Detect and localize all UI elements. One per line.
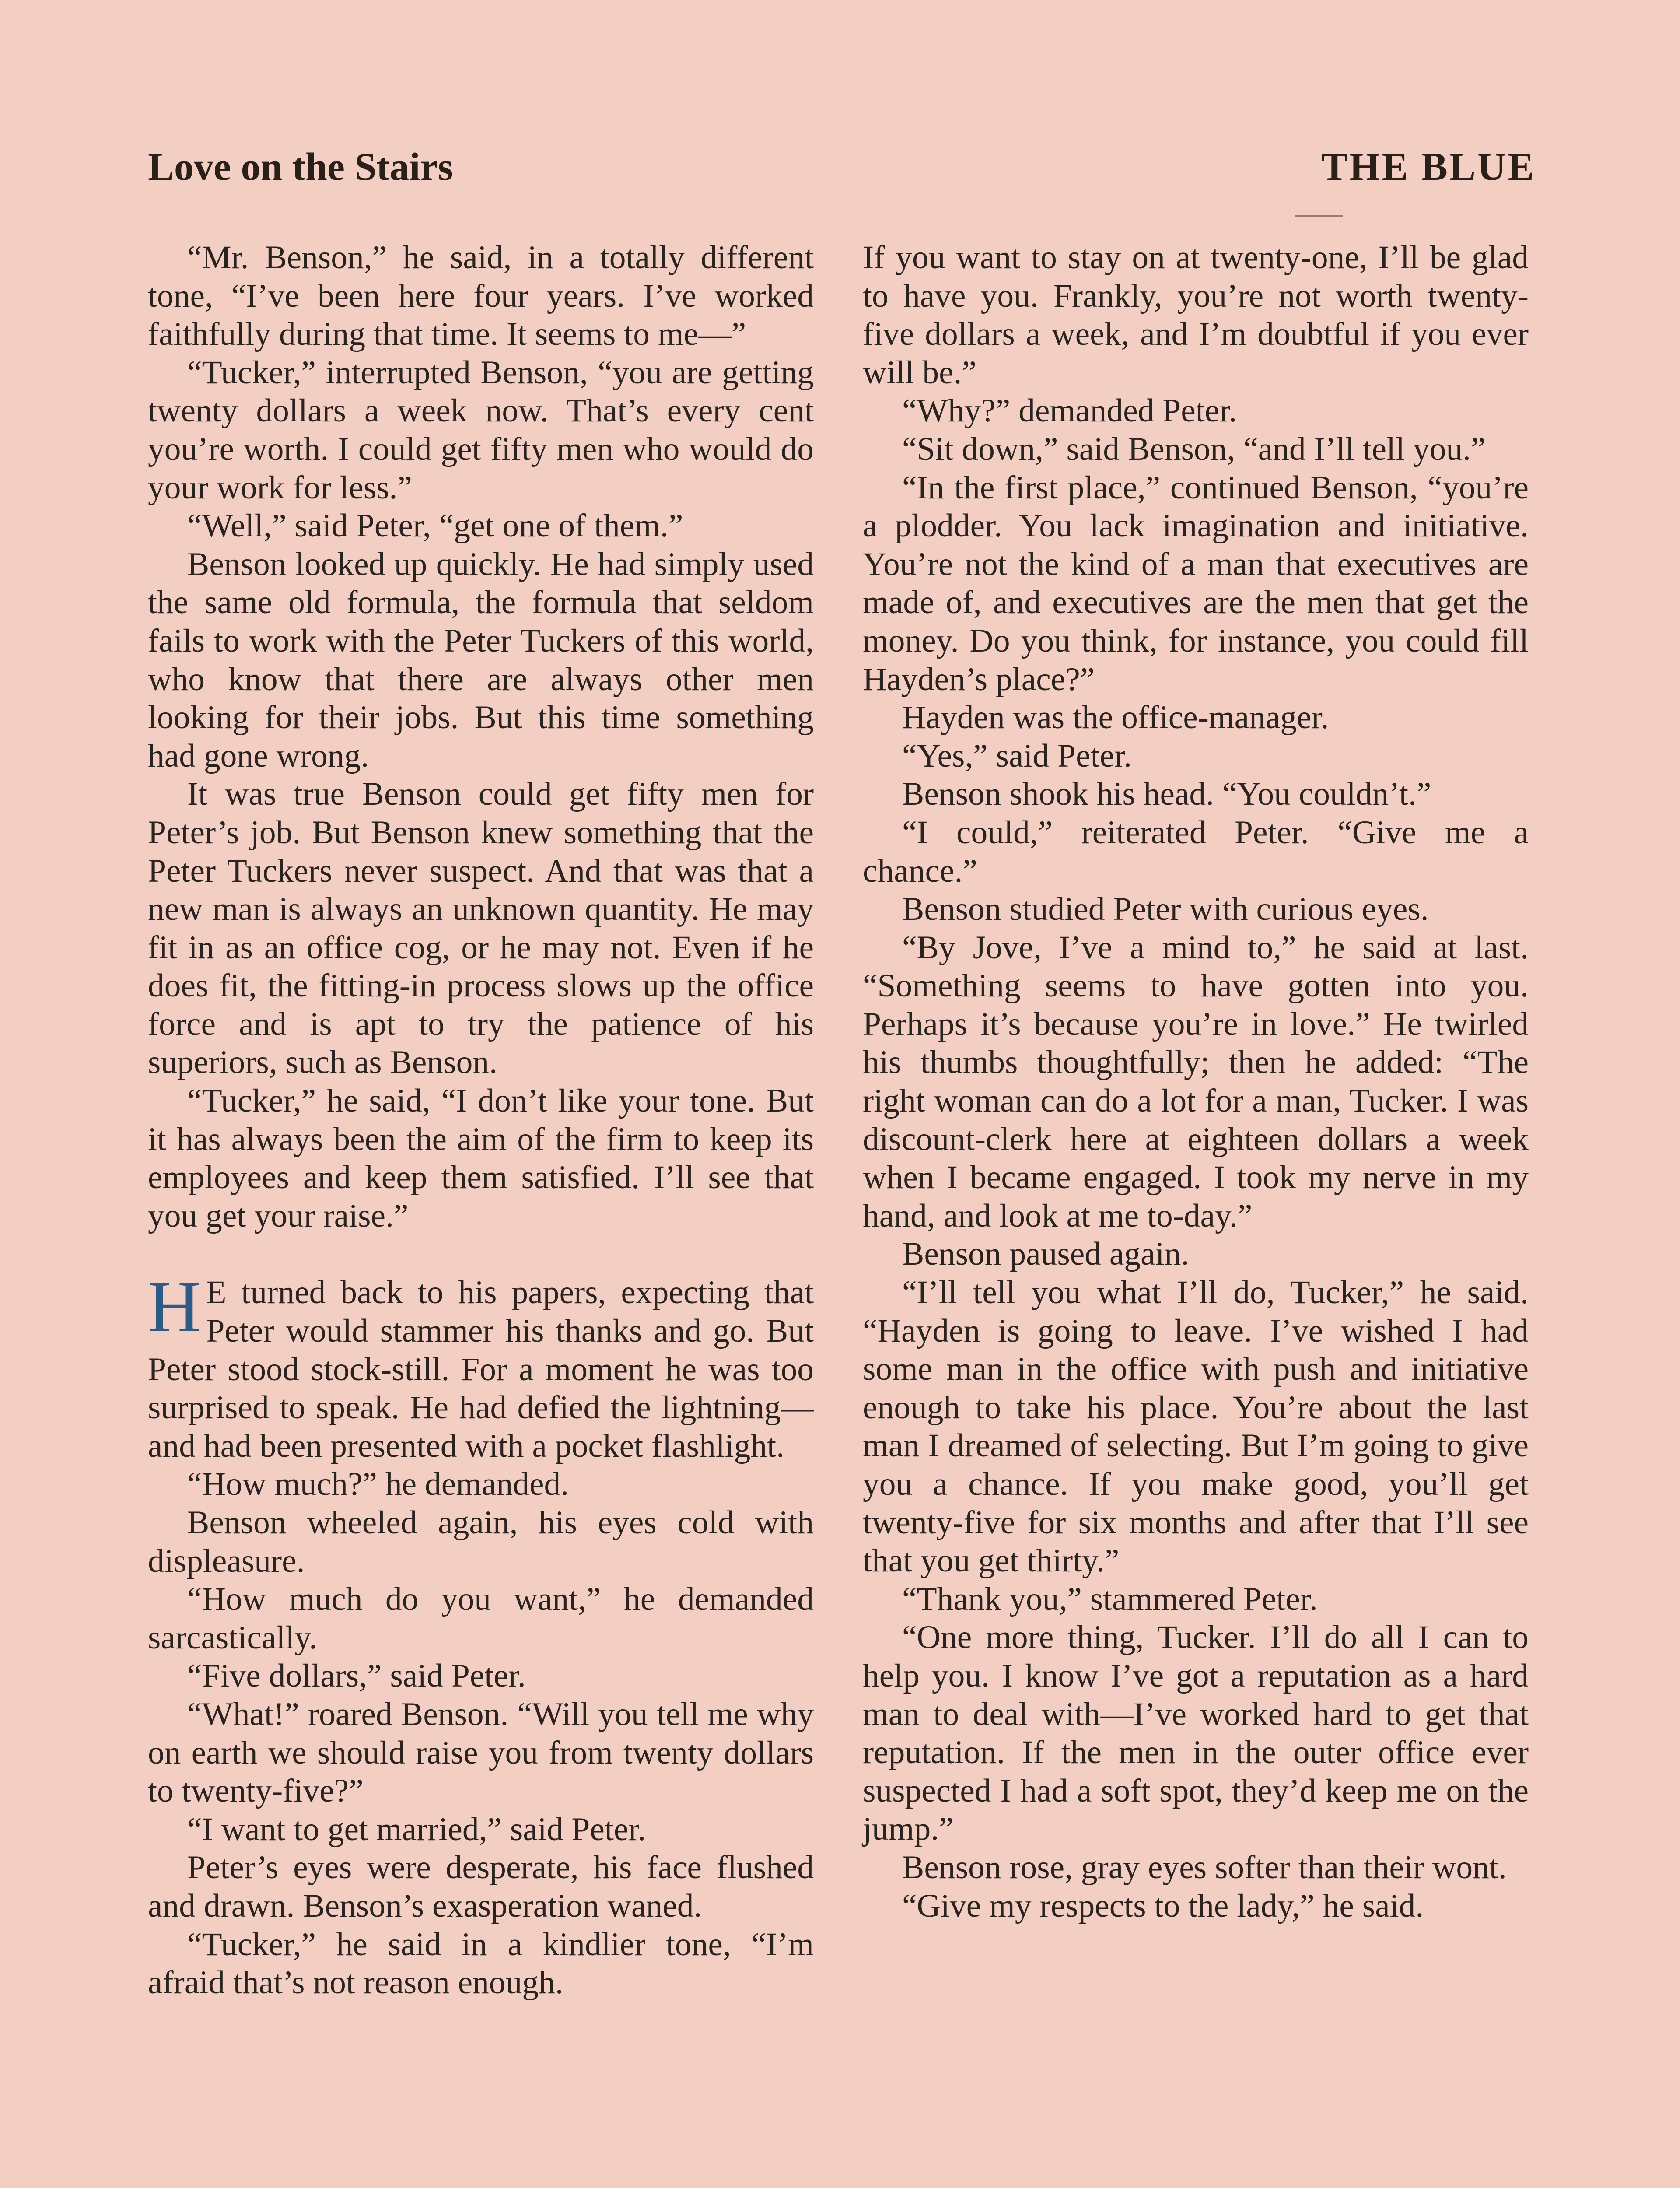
header-rule	[1295, 215, 1343, 217]
paragraph: “Five dollars,” said Peter.	[187, 1658, 526, 1694]
paragraph: “I’ll tell you what I’ll do, Tucker,” he said. “Hayden is going to leave. I’ve wished I had some man in the office with push and initiative enough to take his place. You’re about the last man I dreamed of selecting. But I’m going to give you a chance. If you make good, you’ll get twenty-five for six months and after that I’ll see that you get thirty.”	[863, 1274, 1529, 1579]
dropcap-paragraph	[148, 1266, 814, 1465]
running-title-right: THE BLUE	[1321, 145, 1536, 189]
dropcap-letter: H	[148, 1266, 201, 1348]
paragraph: Benson studied Peter with curious eyes.	[902, 891, 1429, 928]
paragraph: “How much do you want,” he demanded sarcastically.	[148, 1581, 814, 1656]
paragraph: “Tucker,” interrupted Benson, “you are getting twenty dollars a week now. That’s every cent you’re worth. I could get fifty men who would do your work for less.”	[148, 354, 814, 506]
paragraph: Benson looked up quickly. He had simply used the same old formula, the formula that seldom fails to work with the Peter Tuckers of this world, who know that there are always other men looking for their jobs. But this time something had gone wrong.	[148, 546, 814, 774]
paragraph: “I could,” reiterated Peter. “Give me a chance.”	[863, 814, 1529, 889]
paragraph: “I want to get married,” said Peter.	[187, 1811, 646, 1848]
paragraph: Hayden was the office-manager.	[902, 699, 1329, 736]
running-title-left: Love on the Stairs	[148, 145, 453, 189]
paragraph: Peter’s eyes were desperate, his face flushed and drawn. Benson’s exasperation waned.	[148, 1849, 814, 1924]
paragraph: Benson paused again.	[902, 1236, 1190, 1273]
paragraph: “Well,” said Peter, “get one of them.”	[187, 508, 683, 544]
continued-paragraph: If you want to stay on at twenty-one, I’ll be glad to have you. Frankly, you’re not worth twenty-five dollars a week, and I’m doubtful if you ever will be.”	[863, 239, 1529, 391]
paragraph: “What!” roared Benson. “Will you tell me why on earth we should raise you from twenty dollars to twenty-five?”	[148, 1696, 814, 1809]
paragraph: “Tucker,” he said in a kindlier tone, “I’m afraid that’s not reason enough.	[148, 1926, 814, 2001]
paragraph: “How much?” he demanded.	[187, 1466, 569, 1503]
paragraph: “Mr. Benson,” he said, in a totally different tone, “I’ve been here four years. I’ve worked faithfully during that time. It seems to me—”	[148, 239, 814, 353]
paragraph: Benson rose, gray eyes softer than their wont.	[902, 1849, 1507, 1886]
paragraph: “One more thing, Tucker. I’ll do all I can to help you. I know I’ve got a reputation as a hard man to deal with—I’ve worked hard to get that reputation. If the men in the outer office ever suspected I had a soft spot, they’d keep me on the jump.”	[863, 1619, 1529, 1848]
paragraph: It was true Benson could get fifty men for Peter’s job. But Benson knew something that the Peter Tuckers never suspect. And that was that a new man is always an unknown quantity. He may fit in as an office cog, or he may not. Even if he does fit, the fitting-in process slows up the office force and is apt to try the patience of his superiors, such as Benson.	[148, 776, 814, 1081]
paragraph: “In the first place,” continued Benson, “you’re a plodder. You lack imagination and initiative. You’re not the kind of a man that executives are made of, and executives are the men that get the money. Do you think, for instance, you could fill Hayden’s place?”	[863, 469, 1529, 698]
paragraph: “Give my respects to the lady,” he said.	[902, 1887, 1424, 1924]
paragraph: “Why?” demanded Peter.	[902, 393, 1237, 429]
right-text-column	[863, 238, 1529, 1925]
left-text-column	[148, 238, 814, 2002]
paragraph: Benson wheeled again, his eyes cold with displeasure.	[148, 1504, 814, 1579]
paragraph: “Thank you,” stammered Peter.	[902, 1581, 1318, 1617]
paragraph: Benson shook his head. “You couldn’t.”	[902, 776, 1432, 813]
paragraph: “Yes,” said Peter.	[902, 737, 1132, 774]
paragraph: “Sit down,” said Benson, “and I’ll tell you.”	[902, 431, 1486, 467]
dropcap-paragraph-text: E turned back to his papers, expecting that Peter would stammer his thanks and go. But Peter stood stock-still. For a moment he was too surprised to speak. He had defied the lightning—and had been presented with a pocket flashlight.	[148, 1274, 814, 1464]
paragraph: “Tucker,” he said, “I don’t like your tone. But it has always been the aim of the firm to keep its employees and keep them satisfied. I’ll see that you get your raise.”	[148, 1083, 814, 1234]
paragraph: “By Jove, I’ve a mind to,” he said at last. “Something seems to have gotten into you. Perhaps it’s because you’re in love.” He twirled his thumbs thoughtfully; then he added: “The right woman can do a lot for a man, Tucker. I was discount-clerk here at eighteen dollars a week when I became engaged. I took my nerve in my hand, and look at me to-day.”	[863, 929, 1529, 1234]
